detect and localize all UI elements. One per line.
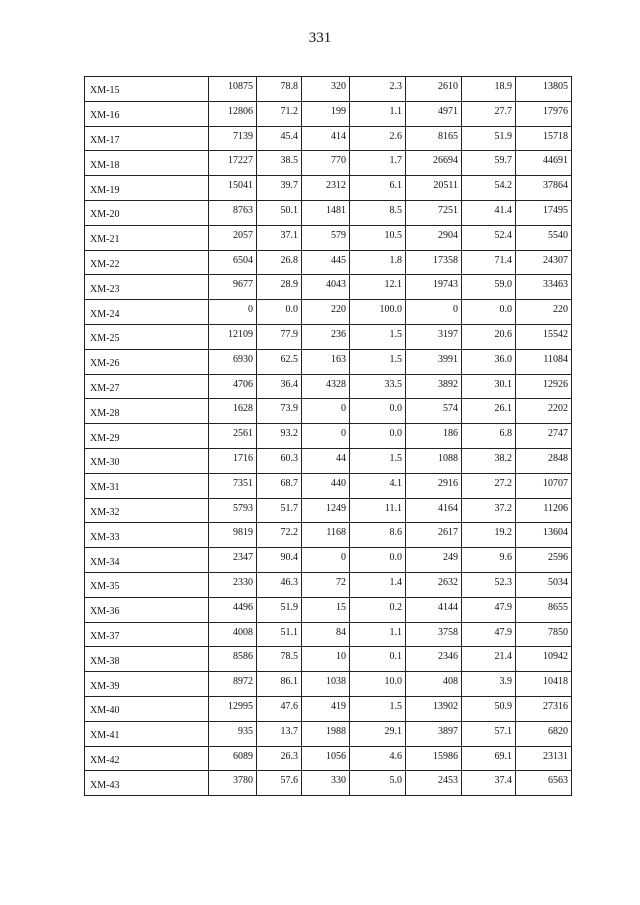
- value-cell: 8763: [209, 200, 257, 225]
- value-cell: 15986: [406, 746, 462, 771]
- row-id-cell: XM-39: [85, 672, 209, 697]
- row-id-cell: XM-23: [85, 275, 209, 300]
- value-cell: 12926: [516, 374, 572, 399]
- value-cell: 33463: [516, 275, 572, 300]
- value-cell: 0: [302, 399, 350, 424]
- table-row: [85, 498, 572, 523]
- value-cell: 220: [302, 300, 350, 325]
- value-cell: 8586: [209, 647, 257, 672]
- row-id-cell: XM-25: [85, 324, 209, 349]
- value-cell: 249: [406, 548, 462, 573]
- row-id-cell: XM-31: [85, 473, 209, 498]
- value-cell: 13902: [406, 696, 462, 721]
- row-id-cell: XM-38: [85, 647, 209, 672]
- row-id-cell: XM-29: [85, 424, 209, 449]
- value-cell: 4164: [406, 498, 462, 523]
- value-cell: 3897: [406, 721, 462, 746]
- value-cell: 26.3: [257, 746, 302, 771]
- value-cell: 199: [302, 101, 350, 126]
- table-row: [85, 647, 572, 672]
- table-row: [85, 771, 572, 796]
- value-cell: 44691: [516, 151, 572, 176]
- value-cell: 1.5: [350, 324, 406, 349]
- value-cell: 236: [302, 324, 350, 349]
- table-row: [85, 399, 572, 424]
- value-cell: 4043: [302, 275, 350, 300]
- value-cell: 440: [302, 473, 350, 498]
- value-cell: 27.7: [462, 101, 516, 126]
- value-cell: 44: [302, 448, 350, 473]
- value-cell: 2057: [209, 225, 257, 250]
- value-cell: 4328: [302, 374, 350, 399]
- value-cell: 1481: [302, 200, 350, 225]
- value-cell: 33.5: [350, 374, 406, 399]
- table-row: [85, 176, 572, 201]
- value-cell: 6563: [516, 771, 572, 796]
- row-id-cell: XM-34: [85, 548, 209, 573]
- table-row: [85, 473, 572, 498]
- value-cell: 1716: [209, 448, 257, 473]
- value-cell: 90.4: [257, 548, 302, 573]
- value-cell: 20.6: [462, 324, 516, 349]
- value-cell: 6504: [209, 250, 257, 275]
- row-id-cell: XM-18: [85, 151, 209, 176]
- table-row: [85, 374, 572, 399]
- value-cell: 7850: [516, 622, 572, 647]
- value-cell: 2632: [406, 572, 462, 597]
- value-cell: 1.8: [350, 250, 406, 275]
- value-cell: 50.1: [257, 200, 302, 225]
- value-cell: 330: [302, 771, 350, 796]
- value-cell: 41.4: [462, 200, 516, 225]
- value-cell: 21.4: [462, 647, 516, 672]
- value-cell: 2.6: [350, 126, 406, 151]
- value-cell: 2346: [406, 647, 462, 672]
- value-cell: 5034: [516, 572, 572, 597]
- value-cell: 0.1: [350, 647, 406, 672]
- value-cell: 2312: [302, 176, 350, 201]
- value-cell: 10: [302, 647, 350, 672]
- value-cell: 0.0: [257, 300, 302, 325]
- value-cell: 30.1: [462, 374, 516, 399]
- table-row: [85, 424, 572, 449]
- value-cell: 10875: [209, 77, 257, 102]
- value-cell: 57.1: [462, 721, 516, 746]
- value-cell: 414: [302, 126, 350, 151]
- value-cell: 4144: [406, 597, 462, 622]
- value-cell: 51.9: [462, 126, 516, 151]
- value-cell: 26.1: [462, 399, 516, 424]
- value-cell: 9.6: [462, 548, 516, 573]
- row-id-cell: XM-24: [85, 300, 209, 325]
- value-cell: 3991: [406, 349, 462, 374]
- value-cell: 11.1: [350, 498, 406, 523]
- table-row: [85, 548, 572, 573]
- value-cell: 8972: [209, 672, 257, 697]
- value-cell: 574: [406, 399, 462, 424]
- value-cell: 1168: [302, 523, 350, 548]
- value-cell: 2347: [209, 548, 257, 573]
- value-cell: 51.1: [257, 622, 302, 647]
- value-cell: 10.5: [350, 225, 406, 250]
- value-cell: 86.1: [257, 672, 302, 697]
- value-cell: 26.8: [257, 250, 302, 275]
- value-cell: 7139: [209, 126, 257, 151]
- value-cell: 408: [406, 672, 462, 697]
- table-row: [85, 275, 572, 300]
- table-row: [85, 672, 572, 697]
- value-cell: 36.0: [462, 349, 516, 374]
- value-cell: 77.9: [257, 324, 302, 349]
- value-cell: 3197: [406, 324, 462, 349]
- table-row: [85, 597, 572, 622]
- value-cell: 3.9: [462, 672, 516, 697]
- value-cell: 50.9: [462, 696, 516, 721]
- value-cell: 39.7: [257, 176, 302, 201]
- value-cell: 78.8: [257, 77, 302, 102]
- value-cell: 73.9: [257, 399, 302, 424]
- value-cell: 1.5: [350, 696, 406, 721]
- data-table: [84, 76, 572, 796]
- value-cell: 2330: [209, 572, 257, 597]
- value-cell: 5540: [516, 225, 572, 250]
- value-cell: 78.5: [257, 647, 302, 672]
- table-body: [85, 77, 572, 796]
- table-row: [85, 200, 572, 225]
- value-cell: 6089: [209, 746, 257, 771]
- value-cell: 10942: [516, 647, 572, 672]
- value-cell: 29.1: [350, 721, 406, 746]
- value-cell: 18.9: [462, 77, 516, 102]
- value-cell: 445: [302, 250, 350, 275]
- value-cell: 220: [516, 300, 572, 325]
- value-cell: 3758: [406, 622, 462, 647]
- page-number: 331: [308, 30, 332, 46]
- value-cell: 17227: [209, 151, 257, 176]
- table-row: [85, 696, 572, 721]
- value-cell: 8.5: [350, 200, 406, 225]
- value-cell: 1988: [302, 721, 350, 746]
- value-cell: 2561: [209, 424, 257, 449]
- value-cell: 4971: [406, 101, 462, 126]
- value-cell: 20511: [406, 176, 462, 201]
- value-cell: 69.1: [462, 746, 516, 771]
- row-id-cell: XM-41: [85, 721, 209, 746]
- row-id-cell: XM-35: [85, 572, 209, 597]
- value-cell: 72.2: [257, 523, 302, 548]
- value-cell: 935: [209, 721, 257, 746]
- value-cell: 8165: [406, 126, 462, 151]
- value-cell: 71.2: [257, 101, 302, 126]
- value-cell: 1249: [302, 498, 350, 523]
- value-cell: 4496: [209, 597, 257, 622]
- value-cell: 15: [302, 597, 350, 622]
- value-cell: 17358: [406, 250, 462, 275]
- value-cell: 8655: [516, 597, 572, 622]
- value-cell: 579: [302, 225, 350, 250]
- value-cell: 0.0: [462, 300, 516, 325]
- value-cell: 0: [302, 424, 350, 449]
- value-cell: 59.7: [462, 151, 516, 176]
- value-cell: 0.0: [350, 548, 406, 573]
- row-id-cell: XM-33: [85, 523, 209, 548]
- value-cell: 2596: [516, 548, 572, 573]
- value-cell: 37.4: [462, 771, 516, 796]
- row-id-cell: XM-15: [85, 77, 209, 102]
- value-cell: 6.1: [350, 176, 406, 201]
- value-cell: 47.9: [462, 622, 516, 647]
- value-cell: 2.3: [350, 77, 406, 102]
- row-id-cell: XM-22: [85, 250, 209, 275]
- value-cell: 10707: [516, 473, 572, 498]
- row-id-cell: XM-19: [85, 176, 209, 201]
- value-cell: 10418: [516, 672, 572, 697]
- value-cell: 0: [406, 300, 462, 325]
- value-cell: 5793: [209, 498, 257, 523]
- row-id-cell: XM-28: [85, 399, 209, 424]
- row-id-cell: XM-21: [85, 225, 209, 250]
- value-cell: 10.0: [350, 672, 406, 697]
- value-cell: 60.3: [257, 448, 302, 473]
- row-id-cell: XM-17: [85, 126, 209, 151]
- value-cell: 38.5: [257, 151, 302, 176]
- value-cell: 1.5: [350, 448, 406, 473]
- value-cell: 2916: [406, 473, 462, 498]
- value-cell: 71.4: [462, 250, 516, 275]
- value-cell: 0.0: [350, 399, 406, 424]
- value-cell: 1.1: [350, 622, 406, 647]
- value-cell: 13805: [516, 77, 572, 102]
- row-id-cell: XM-20: [85, 200, 209, 225]
- value-cell: 57.6: [257, 771, 302, 796]
- value-cell: 28.9: [257, 275, 302, 300]
- value-cell: 4008: [209, 622, 257, 647]
- value-cell: 15718: [516, 126, 572, 151]
- value-cell: 12806: [209, 101, 257, 126]
- value-cell: 770: [302, 151, 350, 176]
- value-cell: 2747: [516, 424, 572, 449]
- value-cell: 9819: [209, 523, 257, 548]
- value-cell: 47.6: [257, 696, 302, 721]
- value-cell: 2202: [516, 399, 572, 424]
- value-cell: 51.9: [257, 597, 302, 622]
- value-cell: 93.2: [257, 424, 302, 449]
- value-cell: 3892: [406, 374, 462, 399]
- table-row: [85, 523, 572, 548]
- table-row: [85, 349, 572, 374]
- value-cell: 0: [302, 548, 350, 573]
- row-id-cell: XM-26: [85, 349, 209, 374]
- value-cell: 19743: [406, 275, 462, 300]
- table-row: [85, 721, 572, 746]
- value-cell: 6930: [209, 349, 257, 374]
- value-cell: 38.2: [462, 448, 516, 473]
- value-cell: 11206: [516, 498, 572, 523]
- value-cell: 27316: [516, 696, 572, 721]
- value-cell: 17495: [516, 200, 572, 225]
- row-id-cell: XM-36: [85, 597, 209, 622]
- value-cell: 0.0: [350, 424, 406, 449]
- value-cell: 24307: [516, 250, 572, 275]
- table-row: [85, 225, 572, 250]
- value-cell: 51.7: [257, 498, 302, 523]
- row-id-cell: XM-37: [85, 622, 209, 647]
- value-cell: 84: [302, 622, 350, 647]
- value-cell: 1.4: [350, 572, 406, 597]
- table-row: [85, 622, 572, 647]
- value-cell: 15041: [209, 176, 257, 201]
- value-cell: 13.7: [257, 721, 302, 746]
- value-cell: 1628: [209, 399, 257, 424]
- table-row: [85, 101, 572, 126]
- value-cell: 3780: [209, 771, 257, 796]
- value-cell: 12109: [209, 324, 257, 349]
- value-cell: 12995: [209, 696, 257, 721]
- row-id-cell: XM-27: [85, 374, 209, 399]
- value-cell: 37864: [516, 176, 572, 201]
- value-cell: 100.0: [350, 300, 406, 325]
- value-cell: 2904: [406, 225, 462, 250]
- value-cell: 6.8: [462, 424, 516, 449]
- table-row: [85, 746, 572, 771]
- value-cell: 5.0: [350, 771, 406, 796]
- value-cell: 62.5: [257, 349, 302, 374]
- value-cell: 27.2: [462, 473, 516, 498]
- value-cell: 2610: [406, 77, 462, 102]
- row-id-cell: XM-43: [85, 771, 209, 796]
- value-cell: 54.2: [462, 176, 516, 201]
- table-row: [85, 126, 572, 151]
- value-cell: 52.4: [462, 225, 516, 250]
- value-cell: 46.3: [257, 572, 302, 597]
- value-cell: 17976: [516, 101, 572, 126]
- value-cell: 1.5: [350, 349, 406, 374]
- table-row: [85, 300, 572, 325]
- value-cell: 23131: [516, 746, 572, 771]
- value-cell: 26694: [406, 151, 462, 176]
- value-cell: 37.1: [257, 225, 302, 250]
- value-cell: 1088: [406, 448, 462, 473]
- value-cell: 52.3: [462, 572, 516, 597]
- value-cell: 2617: [406, 523, 462, 548]
- value-cell: 6820: [516, 721, 572, 746]
- value-cell: 320: [302, 77, 350, 102]
- value-cell: 7251: [406, 200, 462, 225]
- table-row: [85, 324, 572, 349]
- value-cell: 0: [209, 300, 257, 325]
- value-cell: 37.2: [462, 498, 516, 523]
- value-cell: 11084: [516, 349, 572, 374]
- row-id-cell: XM-42: [85, 746, 209, 771]
- value-cell: 1.1: [350, 101, 406, 126]
- row-id-cell: XM-16: [85, 101, 209, 126]
- table-row: [85, 448, 572, 473]
- value-cell: 4706: [209, 374, 257, 399]
- value-cell: 47.9: [462, 597, 516, 622]
- value-cell: 186: [406, 424, 462, 449]
- value-cell: 0.2: [350, 597, 406, 622]
- row-id-cell: XM-40: [85, 696, 209, 721]
- value-cell: 9677: [209, 275, 257, 300]
- value-cell: 419: [302, 696, 350, 721]
- value-cell: 8.6: [350, 523, 406, 548]
- value-cell: 1.7: [350, 151, 406, 176]
- value-cell: 36.4: [257, 374, 302, 399]
- value-cell: 4.1: [350, 473, 406, 498]
- value-cell: 45.4: [257, 126, 302, 151]
- row-id-cell: XM-32: [85, 498, 209, 523]
- table-row: [85, 250, 572, 275]
- value-cell: 68.7: [257, 473, 302, 498]
- row-id-cell: XM-30: [85, 448, 209, 473]
- value-cell: 19.2: [462, 523, 516, 548]
- value-cell: 7351: [209, 473, 257, 498]
- value-cell: 1056: [302, 746, 350, 771]
- table-row: [85, 77, 572, 102]
- table-row: [85, 151, 572, 176]
- value-cell: 163: [302, 349, 350, 374]
- value-cell: 12.1: [350, 275, 406, 300]
- value-cell: 15542: [516, 324, 572, 349]
- value-cell: 72: [302, 572, 350, 597]
- value-cell: 2453: [406, 771, 462, 796]
- table-row: [85, 572, 572, 597]
- value-cell: 13604: [516, 523, 572, 548]
- value-cell: 2848: [516, 448, 572, 473]
- value-cell: 59.0: [462, 275, 516, 300]
- value-cell: 1038: [302, 672, 350, 697]
- value-cell: 4.6: [350, 746, 406, 771]
